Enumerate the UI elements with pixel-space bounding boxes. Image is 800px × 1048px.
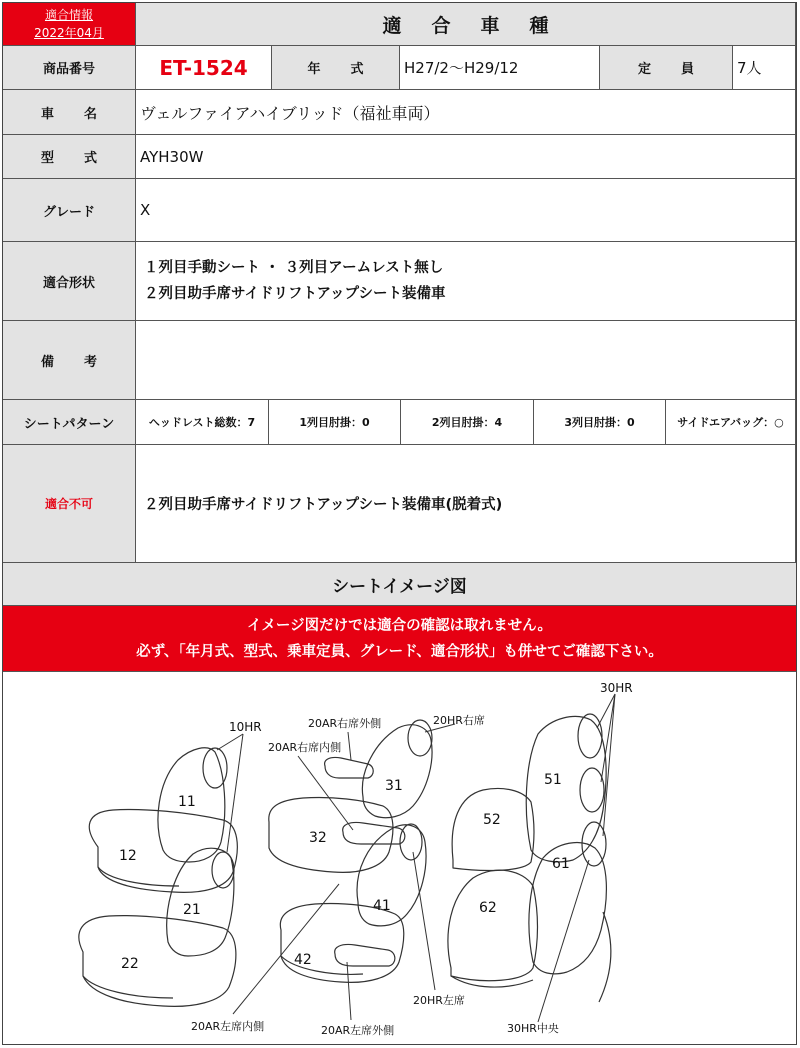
- seat-52-label: 52: [483, 812, 501, 828]
- label-10hr: 10HR: [229, 720, 262, 734]
- seat-22-label: 22: [121, 956, 139, 972]
- label-20hr-left: 20HR左席: [413, 994, 465, 1007]
- seat-31-label: 31: [385, 778, 403, 794]
- incompatible-value: ２列目助手席サイドリフトアップシート装備車(脱着式): [136, 445, 796, 563]
- label-20hr-right: 20HR右席: [433, 714, 485, 727]
- label-20ar-left-outer: 20AR左席外側: [321, 1024, 395, 1037]
- warning-line-1: イメージ図だけでは適合の確認は取れません。: [247, 617, 552, 634]
- seat-61-label: 61: [552, 856, 570, 872]
- grade-value: X: [136, 179, 796, 242]
- vehicle-name-label: 車名: [3, 90, 136, 135]
- page-title: 適合車種: [136, 3, 796, 46]
- incompatible-label: 適合不可: [3, 445, 136, 563]
- seat-21-label: 21: [183, 902, 201, 918]
- warning-line-2: 必ず、「年月式、型式、乗車定員、グレード、適合形状」も併せてご確認下さい。: [136, 643, 663, 660]
- label-20ar-left-inner: 20AR左席内側: [191, 1020, 265, 1033]
- seat-62-label: 62: [479, 900, 497, 916]
- badge-date: 2022年04月: [34, 26, 104, 40]
- side-airbag: サイドエアバッグ：○: [666, 400, 796, 445]
- model-value: AYH30W: [136, 135, 796, 179]
- warning-banner: [3, 606, 796, 672]
- shape-label: 適合形状: [3, 242, 136, 321]
- vehicle-name: ヴェルファイアハイブリッド（福祉車両）: [136, 90, 796, 135]
- badge-title: 適合情報: [44, 8, 93, 22]
- row1-armrest: 1列目肘掛：0: [269, 400, 401, 445]
- diagram-labels: [3, 672, 796, 1044]
- row3-armrest: 3列目肘掛：0: [534, 400, 666, 445]
- year-value: H27/2～H29/12: [400, 46, 600, 90]
- capacity-label: 定員: [600, 46, 733, 90]
- label-20ar-right-inner: 20AR右席内側: [268, 741, 342, 754]
- seat-pattern-label: シートパターン: [3, 400, 136, 445]
- label-20ar-right-outer: 20AR右席外側: [308, 717, 382, 730]
- fitment-sheet: [2, 2, 797, 1045]
- shape-line-1: １列目手動シート ・ ３列目アームレスト無し: [144, 260, 444, 276]
- row2-armrest: 2列目肘掛：4: [401, 400, 534, 445]
- label-30hr-center: 30HR中央: [507, 1022, 559, 1035]
- headrest-count: ヘッドレスト総数：7: [136, 400, 269, 445]
- shape-value: [136, 242, 796, 321]
- label-30hr: 30HR: [600, 681, 633, 695]
- remarks-label: 備考: [3, 321, 136, 400]
- shape-line-2: ２列目助手席サイドリフトアップシート装備車: [144, 286, 446, 302]
- product-number-label: 商品番号: [3, 46, 136, 90]
- seat-11-label: 11: [178, 794, 196, 810]
- seat-12-label: 12: [119, 848, 137, 864]
- grade-label: グレード: [3, 179, 136, 242]
- seat-41-label: 41: [373, 898, 391, 914]
- seat-51-label: 51: [544, 772, 562, 788]
- product-number: ET-1524: [136, 46, 272, 90]
- capacity-value: 7人: [733, 46, 796, 90]
- year-label: 年式: [272, 46, 400, 90]
- seat-42-label: 42: [294, 952, 312, 968]
- info-badge: [3, 3, 136, 46]
- model-label: 型式: [3, 135, 136, 179]
- seat-32-label: 32: [309, 830, 327, 846]
- remarks-value: [136, 321, 796, 400]
- seat-image-title: シートイメージ図: [3, 563, 796, 606]
